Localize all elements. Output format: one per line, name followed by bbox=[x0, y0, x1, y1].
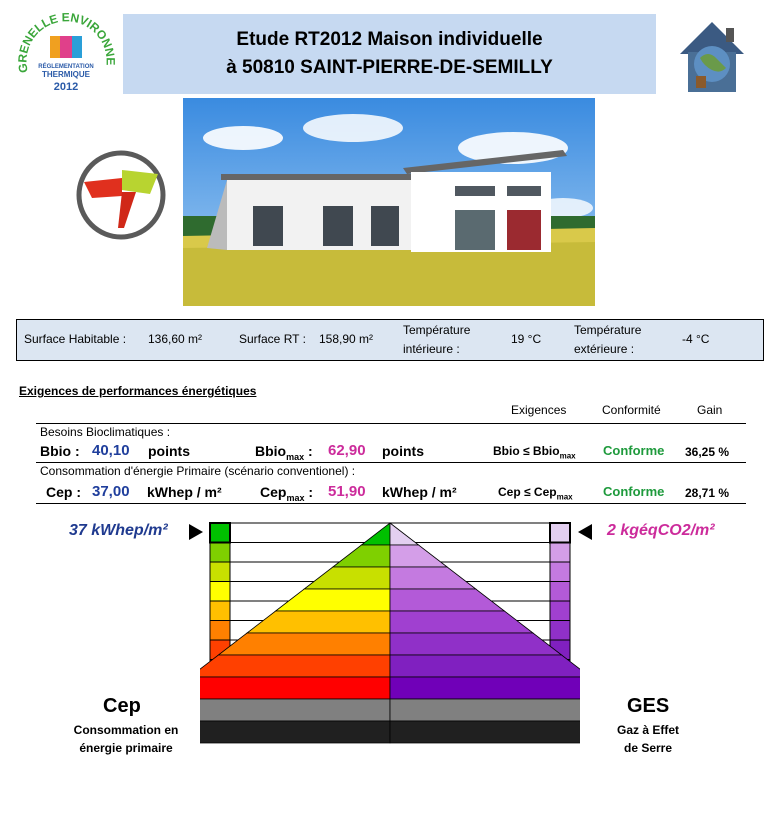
ges-class-strip-0 bbox=[550, 523, 570, 543]
bbio-section-label: Besoins Bioclimatiques : bbox=[40, 425, 171, 439]
house-photo bbox=[183, 98, 595, 306]
temp-ext-value: -4 °C bbox=[682, 332, 710, 346]
cep-pyramid-band-8 bbox=[200, 699, 390, 721]
cep-class-strip-0 bbox=[210, 523, 230, 543]
cep-class-strip-5 bbox=[210, 621, 230, 641]
cep-value: 37,00 bbox=[92, 483, 130, 500]
bbio-gain: 36,25 % bbox=[685, 445, 730, 459]
cep-gain: 28,71 % bbox=[685, 486, 730, 500]
ges-class-strip-2 bbox=[550, 562, 570, 582]
bbio-rule: Bbio ≤ Bbio$_{max}$ bbox=[493, 444, 576, 461]
temp-ext-label-1: Température bbox=[574, 323, 642, 337]
requirements-title: Exigences de performances énergétiques bbox=[19, 384, 257, 398]
cep-class-strip-1 bbox=[210, 543, 230, 563]
ges-pyramid-band-8 bbox=[390, 699, 580, 721]
logo-ring-text: GRENELLE ENVIRONNE bbox=[15, 10, 118, 74]
cep-class-strip-3 bbox=[210, 582, 230, 602]
surface-habitable-value: 136,60 m² bbox=[148, 332, 203, 346]
bbio-conformity: Conforme bbox=[603, 443, 665, 458]
grenelle-logo bbox=[14, 10, 118, 102]
page-title-line1: Etude RT2012 Maison individuelle bbox=[236, 29, 543, 50]
cep-pyramid-band-9 bbox=[200, 721, 390, 743]
surface-rt-value: 158,90 m² bbox=[319, 332, 374, 346]
temp-int-label-2: intérieure : bbox=[403, 342, 460, 356]
col-gain: Gain bbox=[697, 403, 723, 417]
cep-rule: Cep ≤ Cep$_{max}$ bbox=[498, 485, 573, 502]
cepmax-label: Cep$_{max}$ : bbox=[260, 484, 314, 503]
house-globe-icon bbox=[670, 14, 754, 96]
logo-inner-line2: THERMIQUE bbox=[42, 70, 90, 79]
cep-unit: kWhep / m² bbox=[147, 484, 222, 500]
bbio-unit: points bbox=[148, 443, 190, 459]
title-box bbox=[123, 14, 656, 94]
cep-label: Cep : bbox=[46, 484, 81, 500]
ges-class-strip-1 bbox=[550, 543, 570, 563]
cep-title: Cep bbox=[103, 695, 141, 717]
cepmax-unit: kWhep / m² bbox=[382, 484, 457, 500]
ges-class-bar-0 bbox=[390, 523, 550, 543]
cepmax-value: 51,90 bbox=[328, 483, 366, 500]
divider-top bbox=[36, 423, 746, 424]
logo-year: 2012 bbox=[53, 81, 79, 93]
cep-class-strip-2 bbox=[210, 562, 230, 582]
temp-ext-label-2: extérieure : bbox=[574, 342, 635, 356]
temp-int-label-1: Température bbox=[403, 323, 471, 337]
bbiomax-value: 62,90 bbox=[328, 442, 366, 459]
logo-inner-line1: RÉGLEMENTATION bbox=[38, 64, 94, 70]
col-exigences: Exigences bbox=[511, 403, 567, 417]
info-box bbox=[16, 319, 764, 361]
ges-arrow-icon bbox=[578, 524, 592, 540]
cep-subtitle: Consommation en énergie primaire bbox=[73, 723, 179, 755]
ges-subtitle: Gaz à Effet de Serre bbox=[616, 723, 679, 755]
ges-pyramid-band-5 bbox=[390, 633, 562, 655]
cep-class-bar-0 bbox=[230, 523, 390, 543]
cep-pyramid-band-7 bbox=[200, 677, 390, 699]
col-conformite: Conformité bbox=[602, 403, 661, 417]
architect-logo bbox=[76, 150, 166, 240]
ges-pyramid-band-7 bbox=[390, 677, 580, 699]
divider-bottom bbox=[36, 503, 746, 504]
surface-habitable-label: Surface Habitable : bbox=[24, 332, 127, 346]
ges-pyramid-band-6 bbox=[390, 655, 580, 677]
ges-class-strip-5 bbox=[550, 621, 570, 641]
page-title-line2: à 50810 SAINT-PIERRE-DE-SEMILLY bbox=[226, 57, 553, 78]
cep-class-strip-4 bbox=[210, 601, 230, 621]
ges-class-strip-4 bbox=[550, 601, 570, 621]
surface-rt-label: Surface RT : bbox=[239, 332, 306, 346]
energy-pyramid bbox=[200, 515, 580, 805]
ges-pyramid-band-9 bbox=[390, 721, 580, 743]
ges-class-strip-3 bbox=[550, 582, 570, 602]
cep-conformity: Conforme bbox=[603, 484, 665, 499]
cep-pyramid-band-5 bbox=[218, 633, 390, 655]
cep-section-label: Consommation d'énergie Primaire (scénario conventionel) : bbox=[40, 464, 356, 478]
bbio-label: Bbio : bbox=[40, 443, 80, 459]
ges-indicator: 2 kgéqCO2/m² bbox=[607, 522, 715, 539]
ges-title: GES bbox=[627, 695, 670, 717]
cep-indicator: 37 kWhep/m² bbox=[69, 522, 168, 539]
bbiomax-unit: points bbox=[382, 443, 424, 459]
bbiomax-label: Bbio$_{max}$ : bbox=[255, 443, 313, 462]
cep-pyramid-band-6 bbox=[200, 655, 390, 677]
temp-int-value: 19 °C bbox=[511, 332, 542, 346]
divider-middle bbox=[36, 462, 746, 463]
bbio-value: 40,10 bbox=[92, 442, 130, 459]
